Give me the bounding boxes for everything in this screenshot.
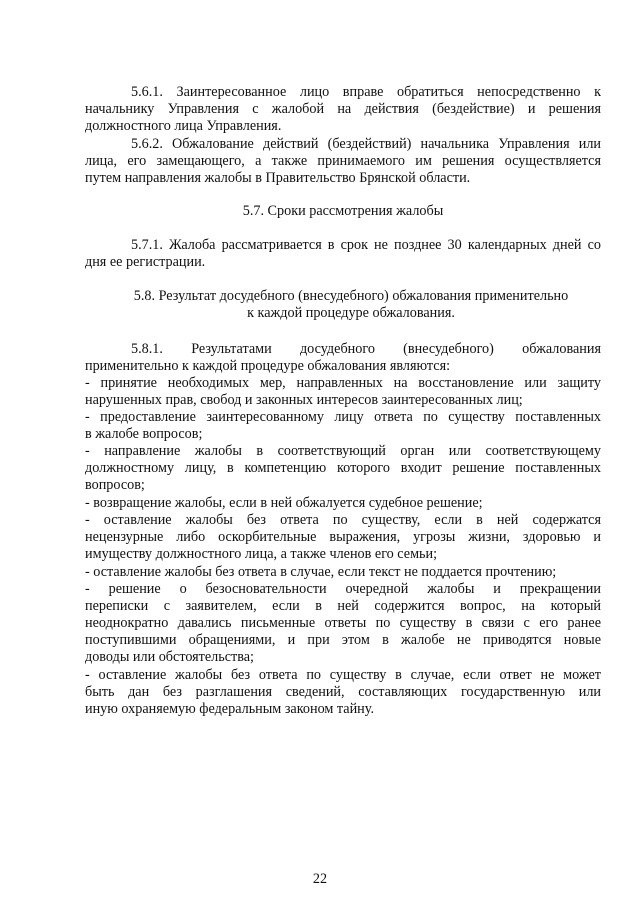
paragraph-5-6-2-line: лица, его замещающего, а также принимаемого им решения осуществляется [85, 153, 601, 169]
section-heading-5-7: 5.7. Сроки рассмотрения жалобы [242, 203, 444, 219]
paragraph-5-6-1-line: 5.6.1. Заинтересованное лицо вправе обратиться непосредственно к [131, 84, 601, 100]
paragraph-5-6-1-line: должностного лица Управления. [85, 118, 282, 134]
list-item-line: быть дан без разглашения сведений, составляющих государственную или [85, 684, 601, 700]
list-item-line: имуществу должностного лица, а также членов его семьи; [85, 546, 438, 562]
list-item-line: нецензурные либо оскорбительные выражения, угрозы жизни, здоровью и [85, 529, 601, 545]
list-item-line: переписки с заявителем, если в ней содержится вопрос, на который [85, 598, 601, 614]
paragraph-5-6-2-line: путем направления жалобы в Правительство Брянской области. [85, 170, 471, 186]
list-item-line: поступившими обращениями, и при этом в жалобе не приводятся новые [85, 632, 601, 648]
list-item-line: доводы или обстоятельства; [85, 649, 254, 665]
list-item-line: - предоставление заинтересованному лицу ответа по существу поставленных [85, 409, 601, 425]
section-heading-5-8-line: 5.8. Результат досудебного (внесудебного) обжалования применительно [133, 288, 569, 304]
page-number: 22 [312, 871, 328, 887]
paragraph-5-7-1-line: дня ее регистрации. [85, 254, 206, 270]
list-item-line: - направление жалобы в соответствующий орган или соответствующему [85, 443, 601, 459]
list-item-line: - оставление жалобы без ответа в случае, если текст не поддается прочтению; [85, 564, 557, 580]
list-item-line: иную охраняемую федеральным законом тайну. [85, 701, 374, 717]
paragraph-5-7-1-line: 5.7.1. Жалоба рассматривается в срок не позднее 30 календарных дней со [131, 237, 601, 253]
paragraph-5-6-1-line: начальнику Управления с жалобой на действия (бездействие) и решения [85, 101, 601, 117]
paragraph-5-8-1-line: применительно к каждой процедуре обжалования являются: [85, 358, 451, 374]
paragraph-5-6-2-line: 5.6.2. Обжалование действий (бездействий) начальника Управления или [131, 136, 601, 152]
list-item-line: неоднократно давались письменные ответы по существу в связи с его ранее [85, 615, 601, 631]
list-item-line: в жалобе вопросов; [85, 426, 203, 442]
list-item-line: должностному лицу, в компетенцию которого входит решение поставленных [85, 460, 601, 476]
list-item-line: - возвращение жалобы, если в ней обжалуется судебное решение; [85, 495, 483, 511]
list-item-line: нарушенных прав, свобод и законных интересов заинтересованных лиц; [85, 392, 523, 408]
list-item-line: - оставление жалобы без ответа по существу в случае, если ответ не может [85, 667, 601, 683]
section-heading-5-8-line: к каждой процедуре обжалования. [247, 305, 455, 321]
list-item-line: - решение о безосновательности очередной жалобы и прекращении [85, 581, 601, 597]
list-item-line: - оставление жалобы без ответа по существу, если в ней содержатся [85, 512, 601, 528]
paragraph-5-8-1-line: 5.8.1. Результатами досудебного (внесудебного) обжалования [131, 341, 601, 357]
list-item-line: - принятие необходимых мер, направленных на восстановление или защиту [85, 375, 601, 391]
list-item-line: вопросов; [85, 477, 145, 493]
